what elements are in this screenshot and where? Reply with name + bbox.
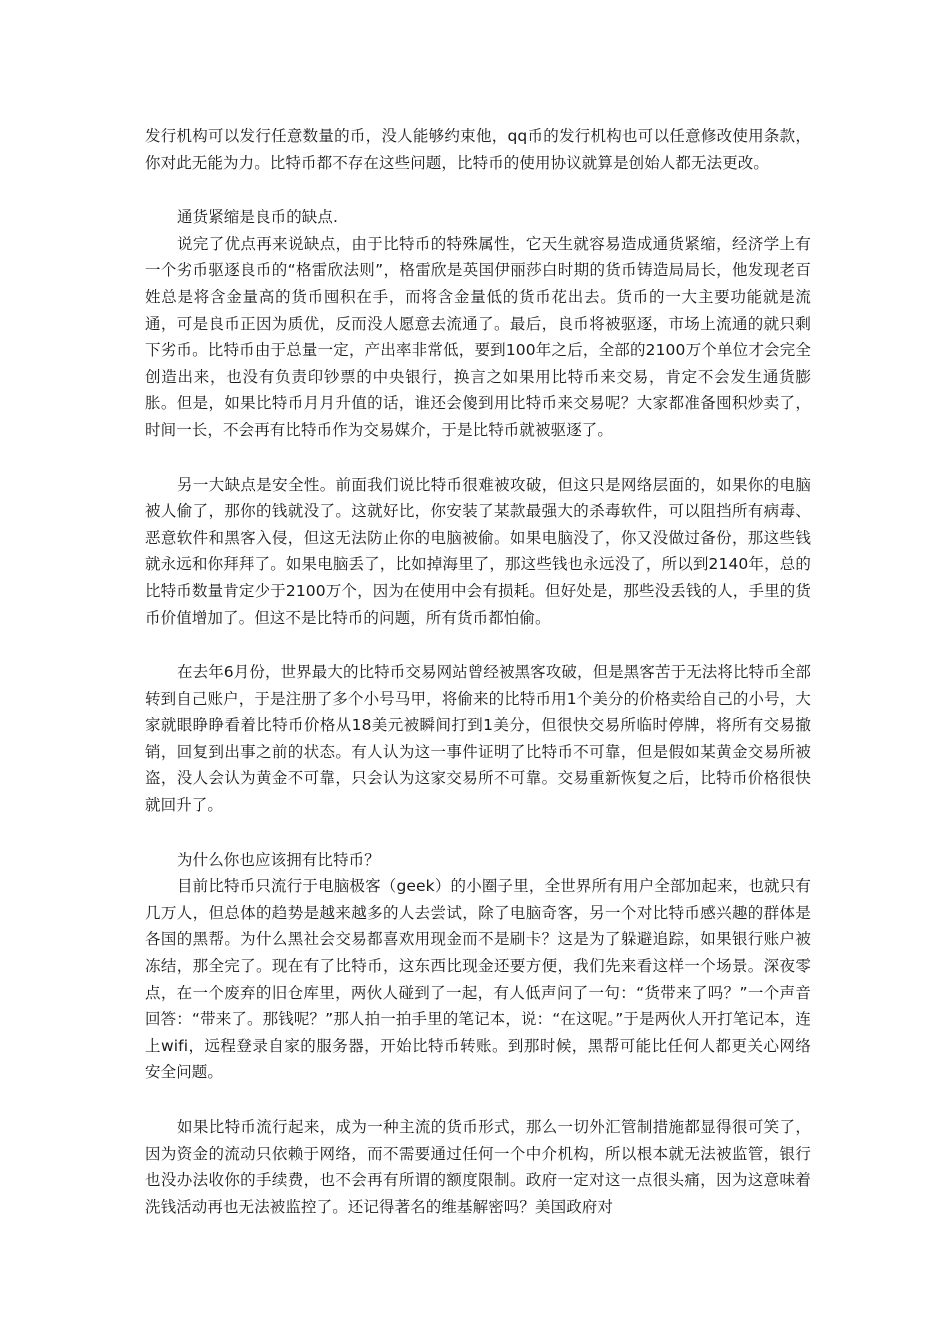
paragraph-gap <box>145 444 811 472</box>
paragraph-security: 另一大缺点是安全性。前面我们说比特币很难被攻破，但这只是网络层面的，如果你的电脑被人偷了，那你的钱就没了。这就好比，你安装了某款最强大的杀毒软件，可以阻挡所有病毒、恶意软件和黑客入侵，但这无法防止你的电脑被偷。如果电脑没了，你又没做过备份，那这些钱就永远和你拜拜了。如果电脑丢了，比如掉海里了，那这些钱也永远没了，所以到2140年，总的比特币数量肯定少于2100万个，因为在使用中会有损耗。但好处是，那些没丢钱的人，手里的货币价值增加了。但这不是比特币的问题，所有货币都怕偷。 <box>145 475 811 627</box>
section-heading-deflation: 通货紧缩是良币的缺点. <box>177 208 339 227</box>
paragraph-hack-incident: 在去年6月份，世界最大的比特币交易网站曾经被黑客攻破，但是黑客苦于无法将比特币全部转到自己账户，于是注册了多个小号马甲，将偷来的比特币用1个美分的价格卖给自己的小号，大家就眼睁睁看着比特币价格从18美元被瞬间打到1美分，但很快交易所临时停牌，将所有交易撤销，回复到出事之前的状态。有人认为这一事件证明了比特币不可靠，但是假如某黄金交易所被盗，没人会认为黄金不可靠，只会认为这家交易所不可靠。交易重新恢复之后，比特币价格很快就回升了。 <box>145 663 811 815</box>
paragraph-1: 发行机构可以发行任意数量的币，没人能够约束他，qq币的发行机构也可以任意修改使用条款，你对此无能为力。比特币都不存在这些问题，比特币的使用协议就算是创始人都无法更改。 <box>145 127 811 172</box>
paragraph-gap <box>145 176 811 204</box>
document-page <box>145 123 811 1220</box>
paragraph-mainstream: 如果比特币流行起来，成为一种主流的货币形式，那么一切外汇管制措施都显得很可笑了，因为资金的流动只依赖于网络，而不需要通过任何一个中介机构，所以根本就无法被监管，银行也没办法收你的手续费，也不会再有所谓的额度限制。政府一定对这一点很头痛，因为这意味着洗钱活动再也无法被监控了。还记得著名的维基解密吗？美国政府对 <box>145 1118 811 1216</box>
paragraph-gap <box>145 631 811 659</box>
paragraph-deflation: 说完了优点再来说缺点，由于比特币的特殊属性，它天生就容易造成通货紧缩，经济学上有一个劣币驱逐良币的“格雷欣法则”，格雷欣是英国伊丽莎白时期的货币铸造局局长，他发现老百姓总是将含金量高的货币囤积在手，而将含金量低的货币花出去。货币的一大主要功能就是流通，可是良币正因为质优，反而没人愿意去流通了。最后，良币将被驱逐，市场上流通的就只剩下劣币。比特币由于总量一定，产出率非常低，要到100年之后，全部的2100万个单位才会完全创造出来，也没有负责印钞票的中央银行，换言之如果用比特币来交易，肯定不会发生通货膨胀。但是，如果比特币月月升值的话，谁还会傻到用比特币来交易呢？大家都准备囤积炒卖了，时间一长，不会再有比特币作为交易媒介，于是比特币就被驱逐了。 <box>145 234 811 439</box>
paragraph-gap <box>145 1086 811 1114</box>
paragraph-gap <box>145 819 811 847</box>
section-heading-why-own: 为什么你也应该拥有比特币？ <box>177 850 380 869</box>
paragraph-geek-users: 目前比特币只流行于电脑极客（geek）的小圈子里，全世界所有用户全部加起来，也就只有几万人，但总体的趋势是越来越多的人去尝试，除了电脑奇客，另一个对比特币感兴趣的群体是各国的黑帮。为什么黑社会交易都喜欢用现金而不是刷卡？这是为了躲避追踪，如果银行账户被冻结，那全完了。现在有了比特币，这东西比现金还要方便，我们先来看这样一个场景。深夜零点，在一个废弃的旧仓库里，两伙人碰到了一起，有人低声问了一句：“货带来了吗？”一个声音回答：“带来了。那钱呢？”那人拍一拍手里的笔记本，说：“在这呢。”于是两伙人开打笔记本，连上wifi，远程登录自家的服务器，开始比特币转账。到那时候，黑帮可能比任何人都更关心网络安全问题。 <box>145 877 811 1082</box>
